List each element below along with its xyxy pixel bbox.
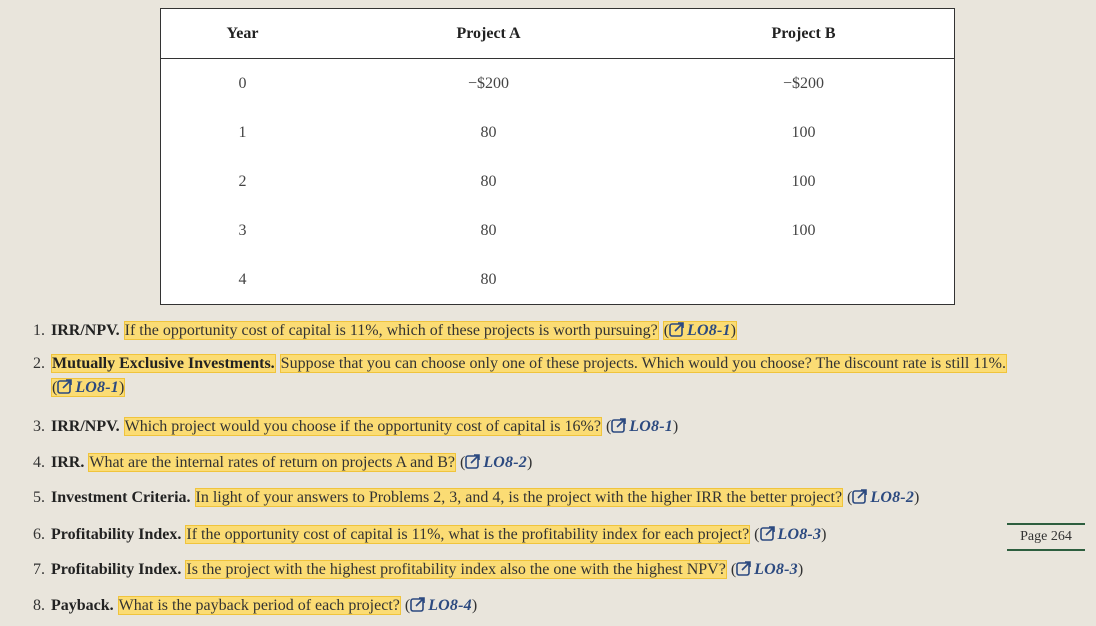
header-project-b: Project B [653,9,955,59]
external-link-icon [760,525,776,541]
learning-objective-ref: LO8-1 [687,322,731,339]
problem-item [33,451,1073,475]
problem-item [33,319,1073,343]
problem-number: 1. [33,322,45,339]
table-row [161,108,955,157]
learning-objective-link[interactable]: ( LO8-1) [663,322,736,339]
problem-topic: Mutually Exclusive Investments. [52,355,275,372]
cell-project-b [653,255,955,305]
cell-project-b: −$200 [782,74,825,92]
learning-objective-ref: LO8-3 [777,526,822,543]
problem-topic: IRR. [51,454,85,471]
page-number-marker: Page 264 [1007,523,1085,551]
problem-topic: IRR/NPV. [51,322,120,339]
problem-topic: Profitability Index. [51,526,182,543]
problem-topic: Profitability Index. [51,561,182,578]
learning-objective-link[interactable]: ( LO8-2) [459,454,533,471]
external-link-icon [410,596,426,612]
cell-project-b: 100 [791,172,816,190]
problem-question: Is the project with the highest profitability index also the one with the highest NPV? [186,561,726,578]
problem-question: If the opportunity cost of capital is 11%, what is the profitability index for each project? [186,526,750,543]
problem-number: 4. [33,454,45,471]
problem-question: What are the internal rates of return on projects A and B? [89,454,455,471]
external-link-icon [852,488,868,504]
problem-item [33,523,993,547]
table-header-row [161,9,955,59]
cell-project-a: 80 [480,270,497,288]
problem-topic: IRR/NPV. [51,418,120,435]
problem-question: In light of your answers to Problems 2, 3, and 4, is the project with the higher IRR the better project? [195,489,843,506]
learning-objective-ref: LO8-1 [629,418,673,435]
header-year: Year [161,9,325,59]
learning-objective-ref: LO8-2 [483,454,527,471]
cell-project-a: 80 [480,172,497,190]
problem-question: What is the payback period of each project? [118,597,400,614]
learning-objective-link[interactable]: ( LO8-1) [52,379,125,396]
problem-question: If the opportunity cost of capital is 11%, which of these projects is worth pursuing? [124,322,658,339]
learning-objective-link[interactable]: ( LO8-2) [847,489,920,506]
learning-objective-ref: LO8-4 [428,597,472,614]
external-link-icon [736,560,752,576]
problem-question: Suppose that you can choose only one of these projects. Which would you choose? The discount rate is still 11%. [280,355,1007,372]
cell-project-a: 80 [480,123,497,141]
cell-year: 0 [238,74,247,92]
cell-year: 1 [238,123,247,141]
learning-objective-link[interactable]: ( LO8-3) [754,526,827,543]
cell-year: 3 [238,221,247,239]
cell-year: 2 [238,172,247,190]
table-row [161,206,955,255]
problem-number: 2. [33,355,45,372]
cell-project-b: 100 [791,221,816,239]
problem-number: 3. [33,418,45,435]
cell-year: 4 [238,270,247,288]
table-row [161,255,955,305]
problem-item [33,415,1073,439]
problem-number: 7. [33,561,45,578]
problem-topic: Payback. [51,597,114,614]
learning-objective-link[interactable]: ( LO8-3) [730,561,804,578]
external-link-icon [669,321,685,337]
problem-item [33,352,1073,400]
problem-number: 8. [33,597,45,614]
external-link-icon [57,378,73,394]
learning-objective-link[interactable]: ( LO8-4) [404,597,478,614]
problem-item [33,594,1073,618]
problem-topic: Investment Criteria. [51,489,191,506]
problem-number: 6. [33,526,45,543]
problem-question: Which project would you choose if the opportunity cost of capital is 16%? [124,418,601,435]
learning-objective-link[interactable]: ( LO8-1) [605,418,679,435]
problem-item [33,486,1073,510]
problem-item [33,558,993,582]
learning-objective-ref: LO8-1 [75,379,119,396]
external-link-icon [465,453,481,469]
learning-objective-ref: LO8-3 [754,561,798,578]
table-row [161,59,955,109]
table-row [161,157,955,206]
problem-number: 5. [33,489,45,506]
cell-project-b: 100 [791,123,816,141]
header-project-a: Project A [324,9,653,59]
cash-flow-table [160,8,955,305]
external-link-icon [611,417,627,433]
cell-project-a: −$200 [467,74,510,92]
cell-project-a: 80 [480,221,497,239]
learning-objective-ref: LO8-2 [870,489,915,506]
